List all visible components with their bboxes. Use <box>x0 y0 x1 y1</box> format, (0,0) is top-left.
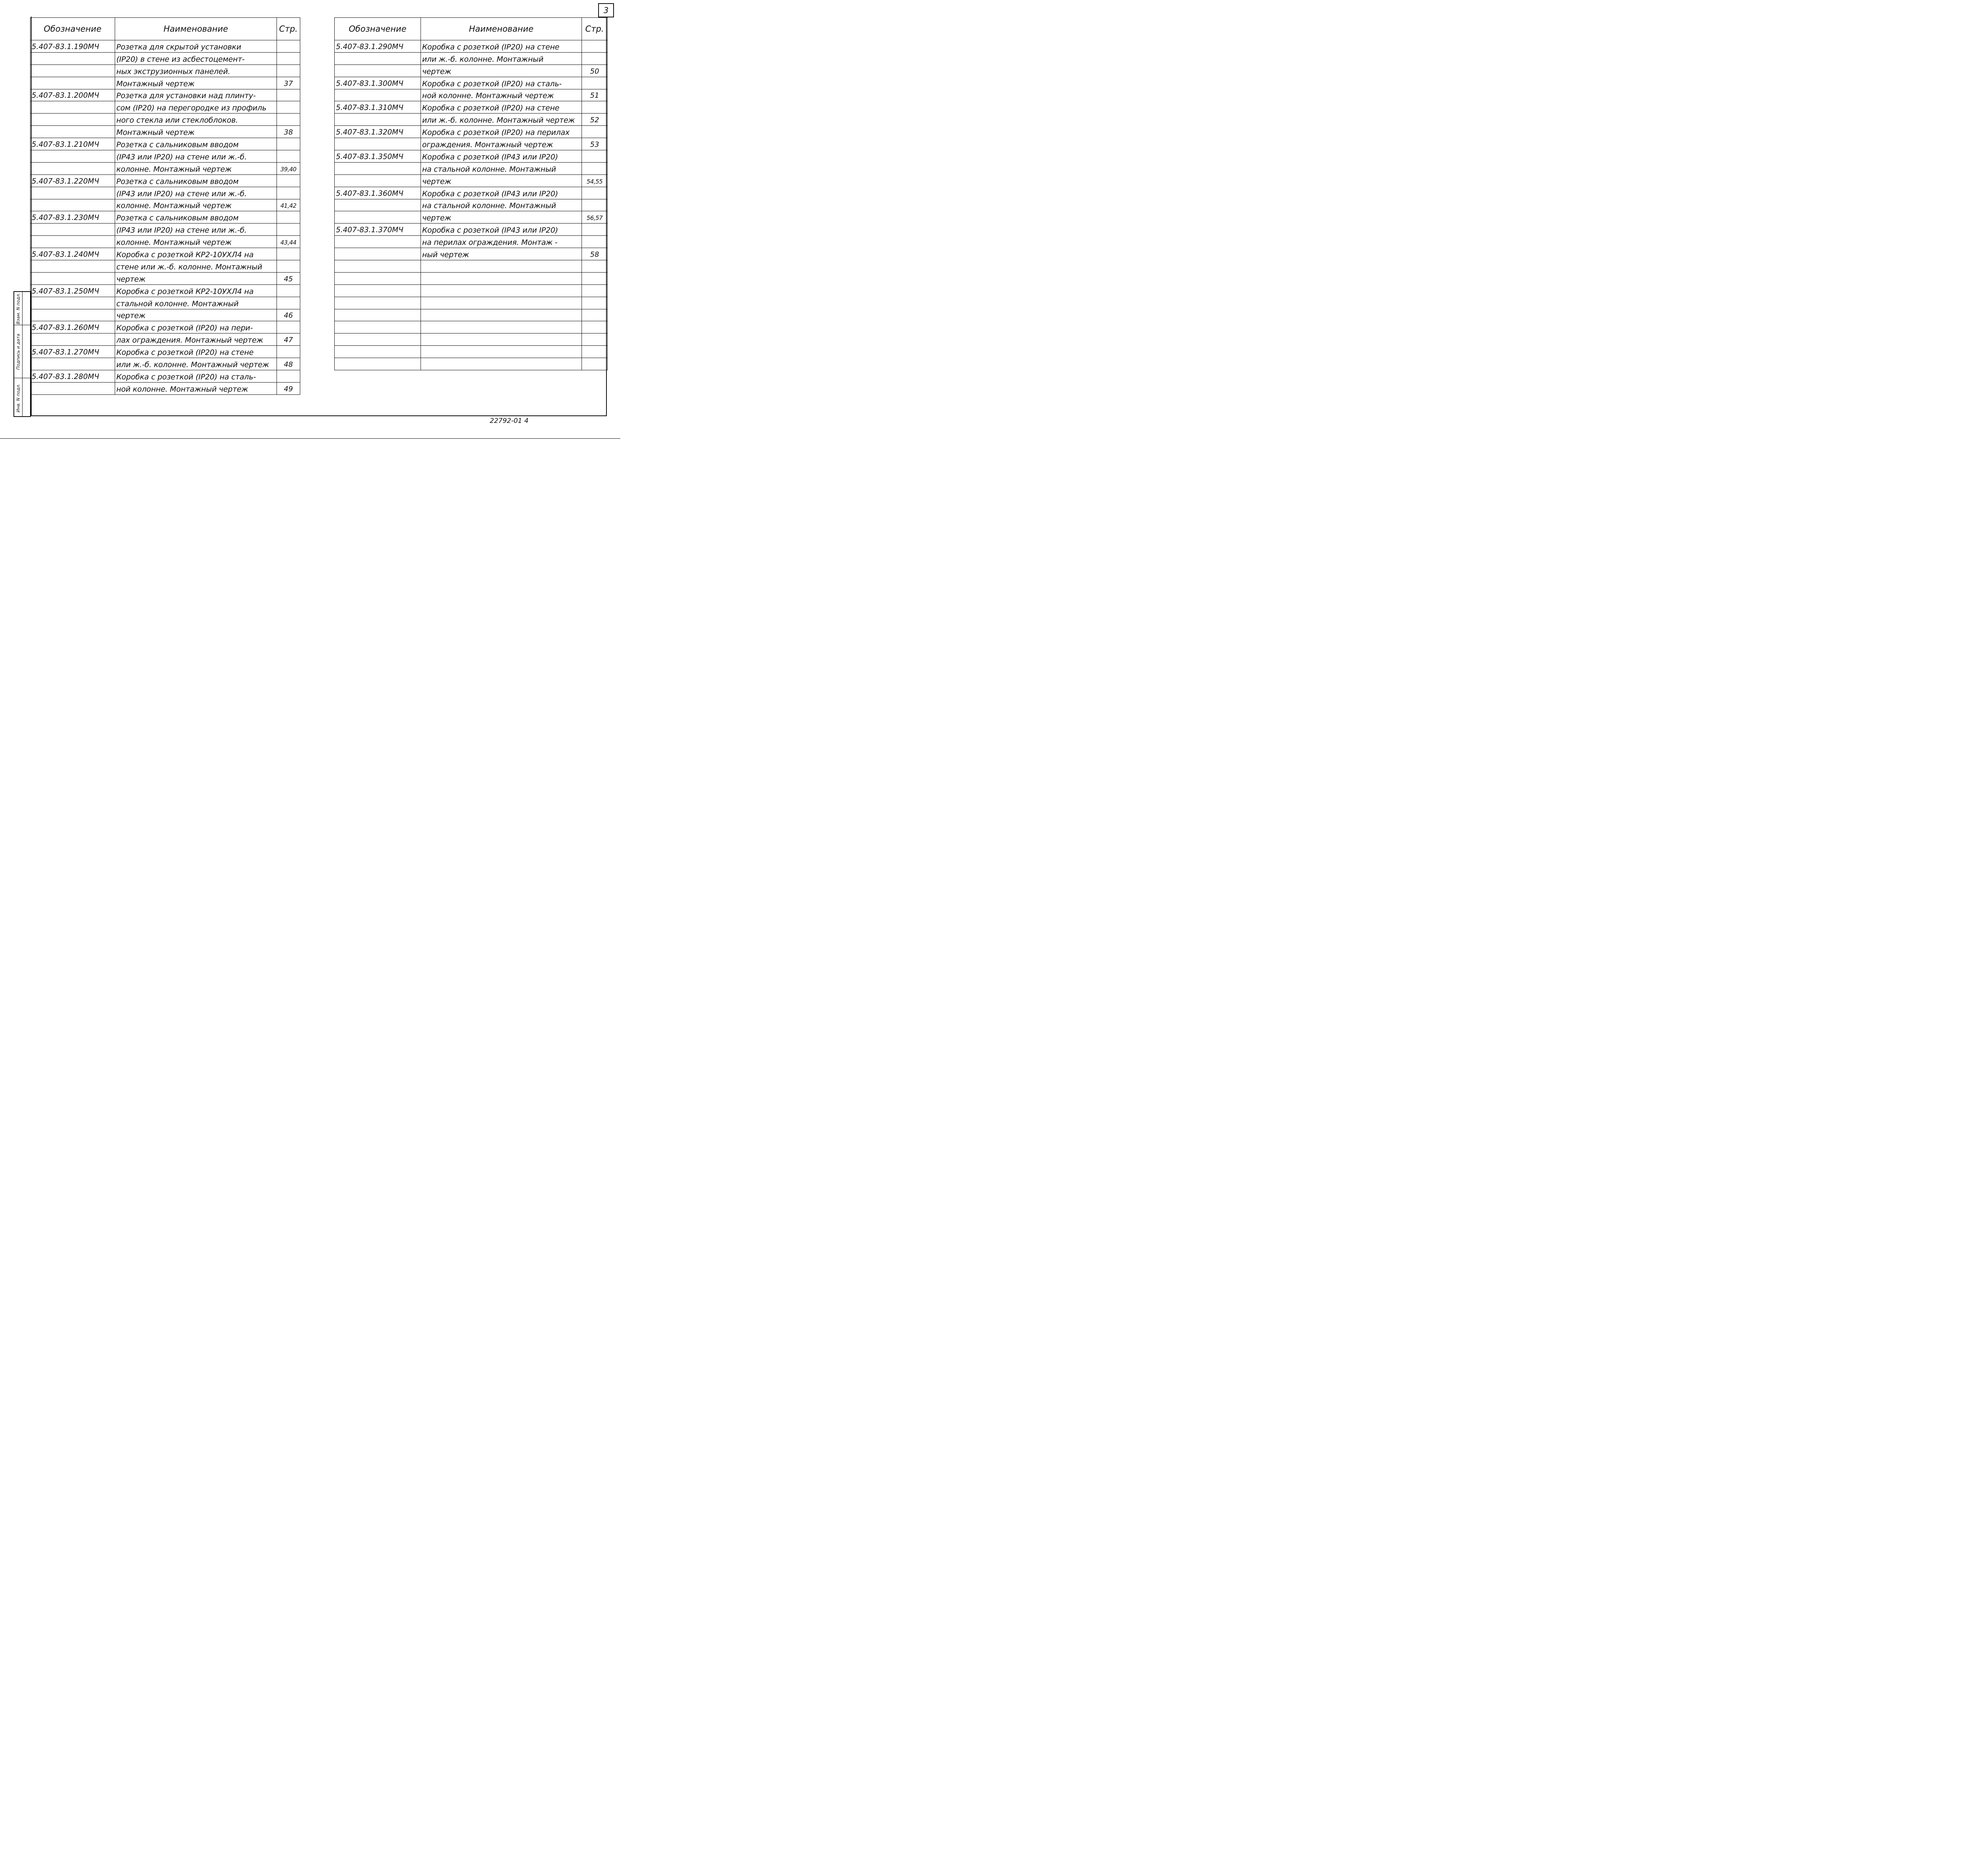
code-cell <box>30 334 115 346</box>
name-cell: стальной колонне. Монтажный <box>115 297 277 309</box>
table-row <box>335 236 608 248</box>
code-cell <box>30 297 115 309</box>
stamp-cell-sign <box>14 325 22 378</box>
table-row <box>335 187 608 199</box>
table-row <box>30 126 300 138</box>
code-cell: 5.407-83.1.190МЧ <box>30 40 115 53</box>
table-row <box>335 284 608 297</box>
table-row <box>335 52 608 64</box>
code-cell <box>30 358 115 370</box>
table-row <box>30 187 300 199</box>
table-row <box>30 309 300 321</box>
page-cell <box>277 284 300 297</box>
code-cell <box>30 187 115 199</box>
code-cell <box>30 101 115 114</box>
name-cell: или ж.-б. колонне. Монтажный чертеж <box>115 358 277 370</box>
name-cell: колонне. Монтажный чертеж <box>115 236 277 248</box>
page-cell <box>582 346 608 358</box>
table-row <box>30 236 300 248</box>
name-cell: Розетка с сальниковым вводом <box>115 211 277 224</box>
table-row <box>30 114 300 126</box>
code-cell <box>335 199 421 211</box>
table-row <box>335 346 608 358</box>
page-cell <box>277 297 300 309</box>
page-cell: 43,44 <box>277 236 300 248</box>
code-cell <box>335 297 421 309</box>
name-cell: Коробка с розеткой (IP20) на сталь- <box>421 77 582 89</box>
code-cell <box>30 224 115 236</box>
code-cell: 5.407-83.1.310МЧ <box>335 101 421 114</box>
page-cell: 54,55 <box>582 174 608 187</box>
code-cell <box>335 162 421 174</box>
name-cell: ных экструзионных панелей. <box>115 64 277 77</box>
table-row <box>335 77 608 89</box>
header-code: Обозначение <box>30 18 115 40</box>
stamp-cell-vzam <box>14 292 22 325</box>
page-cell <box>277 370 300 383</box>
page-cell <box>277 260 300 273</box>
page-cell: 47 <box>277 334 300 346</box>
header-code: Обозначение <box>335 18 421 40</box>
name-cell <box>421 358 582 370</box>
code-cell <box>335 52 421 64</box>
name-cell: (IP43 или IP20) на стене или ж.-б. <box>115 187 277 199</box>
table-row <box>30 382 300 394</box>
code-cell: 5.407-83.1.210МЧ <box>30 138 115 150</box>
page-cell <box>582 162 608 174</box>
code-cell <box>335 138 421 150</box>
name-cell: (IP43 или IP20) на стене или ж.-б. <box>115 150 277 163</box>
code-cell <box>30 126 115 138</box>
table-row <box>30 297 300 309</box>
code-cell <box>335 260 421 273</box>
code-cell <box>335 64 421 77</box>
header-name: Наименование <box>115 18 277 40</box>
page-cell: 51 <box>582 89 608 101</box>
page-cell <box>582 321 608 334</box>
name-cell: на перилах ограждения. Монтаж - <box>421 236 582 248</box>
table-header-row <box>335 18 608 40</box>
table-row <box>30 138 300 150</box>
code-cell <box>335 321 421 334</box>
code-cell <box>335 89 421 101</box>
name-cell: Коробка с розеткой (IP20) на пери- <box>115 321 277 334</box>
name-cell: колонне. Монтажный чертеж <box>115 199 277 211</box>
name-cell <box>421 309 582 321</box>
code-cell: 5.407-83.1.320МЧ <box>335 126 421 138</box>
table-row <box>30 260 300 273</box>
name-cell: на стальной колонне. Монтажный <box>421 199 582 211</box>
sheet-bottom-line <box>0 438 620 439</box>
name-cell: чертеж <box>115 309 277 321</box>
table-row <box>335 224 608 236</box>
name-cell: чертеж <box>421 211 582 224</box>
code-cell <box>335 358 421 370</box>
code-cell: 5.407-83.1.240МЧ <box>30 248 115 260</box>
table-row <box>335 101 608 114</box>
page-cell <box>277 174 300 187</box>
table-row <box>335 174 608 187</box>
page-cell <box>277 101 300 114</box>
table-row <box>30 321 300 334</box>
name-cell: или ж.-б. колонне. Монтажный чертеж <box>421 114 582 126</box>
name-cell: Розетка с сальниковым вводом <box>115 174 277 187</box>
table-row <box>30 199 300 211</box>
table-row <box>30 101 300 114</box>
page-cell <box>277 224 300 236</box>
stamp-label-inv: Инв. N подл. <box>15 383 21 413</box>
table-row <box>30 211 300 224</box>
code-cell <box>335 248 421 260</box>
code-cell <box>30 114 115 126</box>
code-cell <box>30 309 115 321</box>
stamp-label-column <box>14 292 23 416</box>
name-cell <box>421 346 582 358</box>
code-cell <box>30 199 115 211</box>
code-cell <box>30 64 115 77</box>
page-cell <box>582 199 608 211</box>
table-row <box>335 150 608 163</box>
table-row <box>335 64 608 77</box>
table-row <box>30 89 300 101</box>
name-cell <box>421 260 582 273</box>
name-cell: Коробка с розеткой (IP43 или IP20) <box>421 187 582 199</box>
code-cell <box>30 382 115 394</box>
code-cell: 5.407-83.1.350МЧ <box>335 150 421 163</box>
code-cell: 5.407-83.1.230МЧ <box>30 211 115 224</box>
code-cell <box>30 150 115 163</box>
page-cell: 50 <box>582 64 608 77</box>
right-spec-table <box>334 17 608 370</box>
table-row <box>335 334 608 346</box>
name-cell: чертеж <box>421 174 582 187</box>
name-cell <box>421 297 582 309</box>
name-cell <box>421 284 582 297</box>
table-row <box>335 260 608 273</box>
header-page: Стр. <box>582 18 608 40</box>
table-row <box>335 126 608 138</box>
page-cell: 48 <box>277 358 300 370</box>
page-cell: 39,40 <box>277 162 300 174</box>
code-cell <box>30 236 115 248</box>
page-cell <box>582 77 608 89</box>
table-row <box>30 224 300 236</box>
page-cell <box>582 52 608 64</box>
table-row <box>335 309 608 321</box>
header-page: Стр. <box>277 18 300 40</box>
page-cell <box>277 211 300 224</box>
code-cell <box>335 284 421 297</box>
name-cell: сом (IP20) на перегородке из профиль <box>115 101 277 114</box>
table-row <box>30 370 300 383</box>
code-cell <box>335 174 421 187</box>
stamp-value-sign <box>23 325 30 378</box>
name-cell: Розетка с сальниковым вводом <box>115 138 277 150</box>
page-cell <box>277 150 300 163</box>
page-cell: 45 <box>277 272 300 284</box>
code-cell <box>335 334 421 346</box>
table-row <box>30 174 300 187</box>
table-row <box>30 64 300 77</box>
page-cell <box>277 138 300 150</box>
name-cell <box>421 334 582 346</box>
name-cell: (IP20) в стене из асбестоцемент- <box>115 52 277 64</box>
name-cell: Коробка с розеткой (IP20) на сталь- <box>115 370 277 383</box>
code-cell: 5.407-83.1.200МЧ <box>30 89 115 101</box>
name-cell: Коробка с розеткой (IP43 или IP20) <box>421 150 582 163</box>
code-cell <box>335 309 421 321</box>
name-cell <box>421 321 582 334</box>
stamp-label-sign: Подпись и дата <box>15 333 21 370</box>
header-name: Наименование <box>421 18 582 40</box>
code-cell: 5.407-83.1.300МЧ <box>335 77 421 89</box>
table-row <box>30 334 300 346</box>
table-row <box>30 162 300 174</box>
code-cell <box>30 272 115 284</box>
name-cell: стене или ж.-б. колонне. Монтажный <box>115 260 277 273</box>
code-cell <box>30 77 115 89</box>
page-cell <box>582 334 608 346</box>
code-cell <box>30 162 115 174</box>
page-cell <box>277 187 300 199</box>
code-cell <box>335 236 421 248</box>
table-row <box>335 211 608 224</box>
name-cell: Розетка для скрытой установки <box>115 40 277 53</box>
table-row <box>335 199 608 211</box>
table-row <box>335 40 608 53</box>
code-cell <box>30 52 115 64</box>
name-cell: ограждения. Монтажный чертеж <box>421 138 582 150</box>
page-cell: 53 <box>582 138 608 150</box>
page-cell: 49 <box>277 382 300 394</box>
name-cell: Коробка с розеткой (IP43 или IP20) <box>421 224 582 236</box>
table-row <box>30 40 300 53</box>
table-row <box>335 89 608 101</box>
name-cell: Коробка с розеткой (IP20) на стене <box>115 346 277 358</box>
name-cell: Коробка с розеткой КР2-10УХЛ4 на <box>115 284 277 297</box>
code-cell: 5.407-83.1.360МЧ <box>335 187 421 199</box>
page-cell <box>582 358 608 370</box>
page-cell <box>277 346 300 358</box>
sheet-number: 3 <box>598 3 614 17</box>
name-cell: Коробка с розеткой (IP20) на стене <box>421 40 582 53</box>
code-cell: 5.407-83.1.260МЧ <box>30 321 115 334</box>
name-cell: чертеж <box>421 64 582 77</box>
table-row <box>30 52 300 64</box>
page-cell <box>582 187 608 199</box>
table-row <box>30 358 300 370</box>
page-cell: 37 <box>277 77 300 89</box>
table-header-row <box>30 18 300 40</box>
page-cell <box>582 309 608 321</box>
name-cell: Коробка с розеткой КР2-10УХЛ4 на <box>115 248 277 260</box>
page-cell <box>582 126 608 138</box>
page-cell <box>582 236 608 248</box>
table-row <box>335 272 608 284</box>
table-row <box>335 114 608 126</box>
document-code: 22792-01 4 <box>490 417 529 425</box>
table-row <box>335 321 608 334</box>
name-cell <box>421 272 582 284</box>
name-cell: чертеж <box>115 272 277 284</box>
name-cell: ного стекла или стеклоблоков. <box>115 114 277 126</box>
page-cell: 52 <box>582 114 608 126</box>
code-cell <box>335 272 421 284</box>
code-cell: 5.407-83.1.370МЧ <box>335 224 421 236</box>
name-cell: Коробка с розеткой (IP20) на перилах <box>421 126 582 138</box>
page-cell: 46 <box>277 309 300 321</box>
page-cell <box>582 101 608 114</box>
code-cell: 5.407-83.1.290МЧ <box>335 40 421 53</box>
page-cell: 56,57 <box>582 211 608 224</box>
name-cell: (IP43 или IP20) на стене или ж.-б. <box>115 224 277 236</box>
table-row <box>30 284 300 297</box>
page-cell <box>582 284 608 297</box>
table-row <box>335 138 608 150</box>
code-cell: 5.407-83.1.220МЧ <box>30 174 115 187</box>
left-spec-table <box>30 17 300 395</box>
name-cell: Розетка для установки над плинту- <box>115 89 277 101</box>
table-row <box>335 358 608 370</box>
page-cell <box>582 150 608 163</box>
approval-stamp-strip <box>13 291 31 417</box>
page-cell <box>582 297 608 309</box>
page-cell <box>277 52 300 64</box>
page-cell <box>582 272 608 284</box>
page-cell <box>582 260 608 273</box>
page-cell <box>277 321 300 334</box>
code-cell: 5.407-83.1.280МЧ <box>30 370 115 383</box>
table-row <box>335 248 608 260</box>
name-cell: на стальной колонне. Монтажный <box>421 162 582 174</box>
page-cell <box>582 224 608 236</box>
table-row <box>30 272 300 284</box>
table-row <box>30 77 300 89</box>
table-row <box>30 248 300 260</box>
table-row <box>30 346 300 358</box>
table-row <box>335 162 608 174</box>
table-row <box>30 150 300 163</box>
code-cell: 5.407-83.1.250МЧ <box>30 284 115 297</box>
page-cell: 41,42 <box>277 199 300 211</box>
name-cell: ной колонне. Монтажный чертеж <box>421 89 582 101</box>
table-row <box>335 297 608 309</box>
code-cell <box>30 260 115 273</box>
code-cell: 5.407-83.1.270МЧ <box>30 346 115 358</box>
page-cell <box>277 114 300 126</box>
code-cell <box>335 211 421 224</box>
name-cell: колонне. Монтажный чертеж <box>115 162 277 174</box>
name-cell: ной колонне. Монтажный чертеж <box>115 382 277 394</box>
stamp-value-column <box>23 292 30 416</box>
name-cell: лах ограждения. Монтажный чертеж <box>115 334 277 346</box>
name-cell: Коробка с розеткой (IP20) на стене <box>421 101 582 114</box>
name-cell: ный чертеж <box>421 248 582 260</box>
name-cell: или ж.-б. колонне. Монтажный <box>421 52 582 64</box>
stamp-cell-inv <box>14 378 22 418</box>
stamp-label-vzam: Взам. N подл. <box>15 292 21 324</box>
page-cell <box>277 248 300 260</box>
code-cell <box>335 114 421 126</box>
stamp-value-vzam <box>23 292 30 325</box>
page-cell <box>277 40 300 53</box>
name-cell: Монтажный чертеж <box>115 126 277 138</box>
name-cell: Монтажный чертеж <box>115 77 277 89</box>
page-cell: 38 <box>277 126 300 138</box>
page-cell: 58 <box>582 248 608 260</box>
code-cell <box>335 346 421 358</box>
page-cell <box>277 64 300 77</box>
page-cell <box>277 89 300 101</box>
page-cell <box>582 40 608 53</box>
